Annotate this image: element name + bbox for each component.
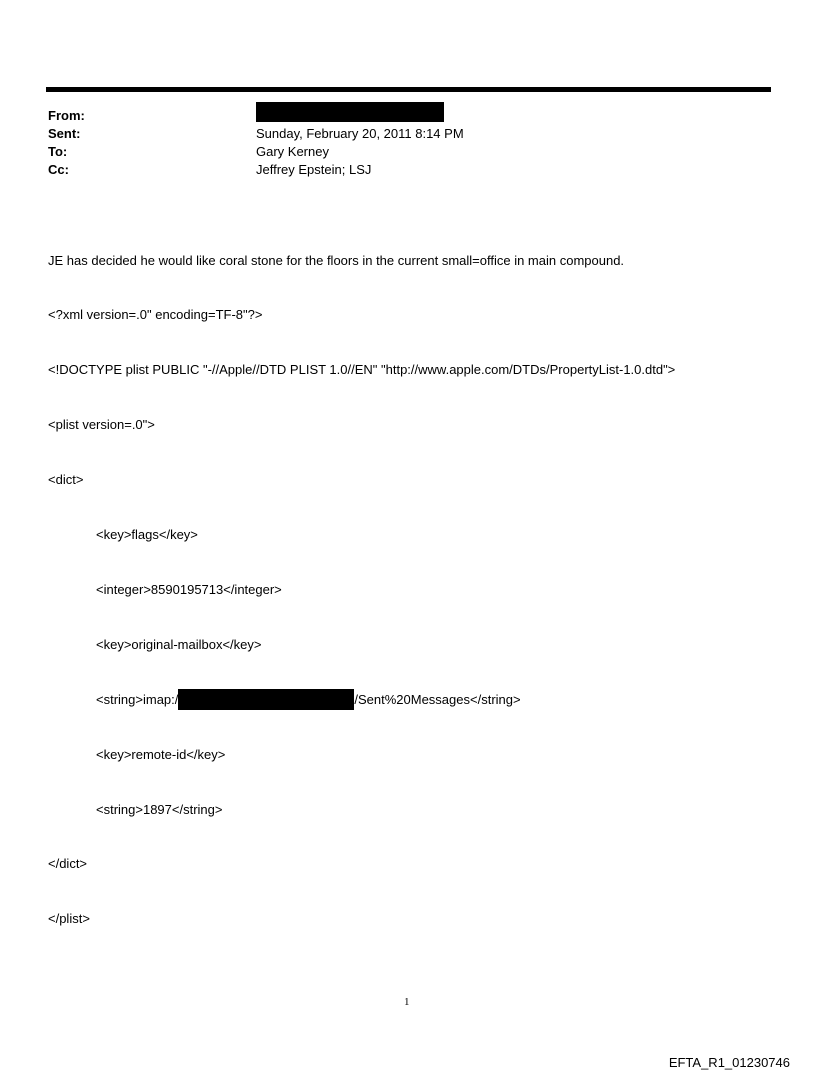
cc-value: Jeffrey Epstein; LSJ: [256, 162, 372, 177]
body-line: </plist>: [48, 911, 90, 927]
from-label: From:: [48, 108, 85, 123]
from-value: [256, 107, 444, 125]
document-id: EFTA_R1_01230746: [668, 1055, 790, 1070]
body-line: </dict>: [48, 856, 88, 872]
redaction-block: [256, 102, 444, 122]
body-line: <plist version=.0">: [48, 417, 155, 433]
to-value: Gary Kerney: [256, 144, 329, 159]
cc-label: Cc:: [48, 162, 69, 177]
body-line: <key>flags</key>: [96, 527, 198, 543]
page-number: 1: [404, 996, 410, 1008]
body-line: <?xml version=.0" encoding=TF-8"?>: [48, 307, 263, 323]
header-rule: [46, 87, 771, 92]
string-prefix: <string>imap:/: [96, 691, 179, 707]
redaction-block: [178, 689, 354, 710]
string-suffix: /Sent%20Messages</string>: [354, 691, 521, 707]
sent-value: Sunday, February 20, 2011 8:14 PM: [256, 126, 464, 141]
body-line: JE has decided he would like coral stone for the floors in the current small=office in main compound.: [48, 252, 625, 268]
to-label: To:: [48, 144, 68, 159]
body-line: <key>remote-id</key>: [96, 746, 226, 762]
body-line: <key>original-mailbox</key>: [96, 636, 262, 652]
body-line: <string>1897</string>: [96, 801, 223, 817]
body-line: <!DOCTYPE plist PUBLIC "-//Apple//DTD PLIST 1.0//EN" "http://www.apple.com/DTDs/PropertyList-1.0.dtd">: [48, 362, 676, 378]
body-line-redacted: [48, 691, 675, 709]
body-line: <integer>8590195713</integer>: [96, 581, 282, 597]
email-body: [48, 215, 675, 947]
body-line: <dict>: [48, 472, 84, 488]
sent-label: Sent:: [48, 126, 81, 141]
